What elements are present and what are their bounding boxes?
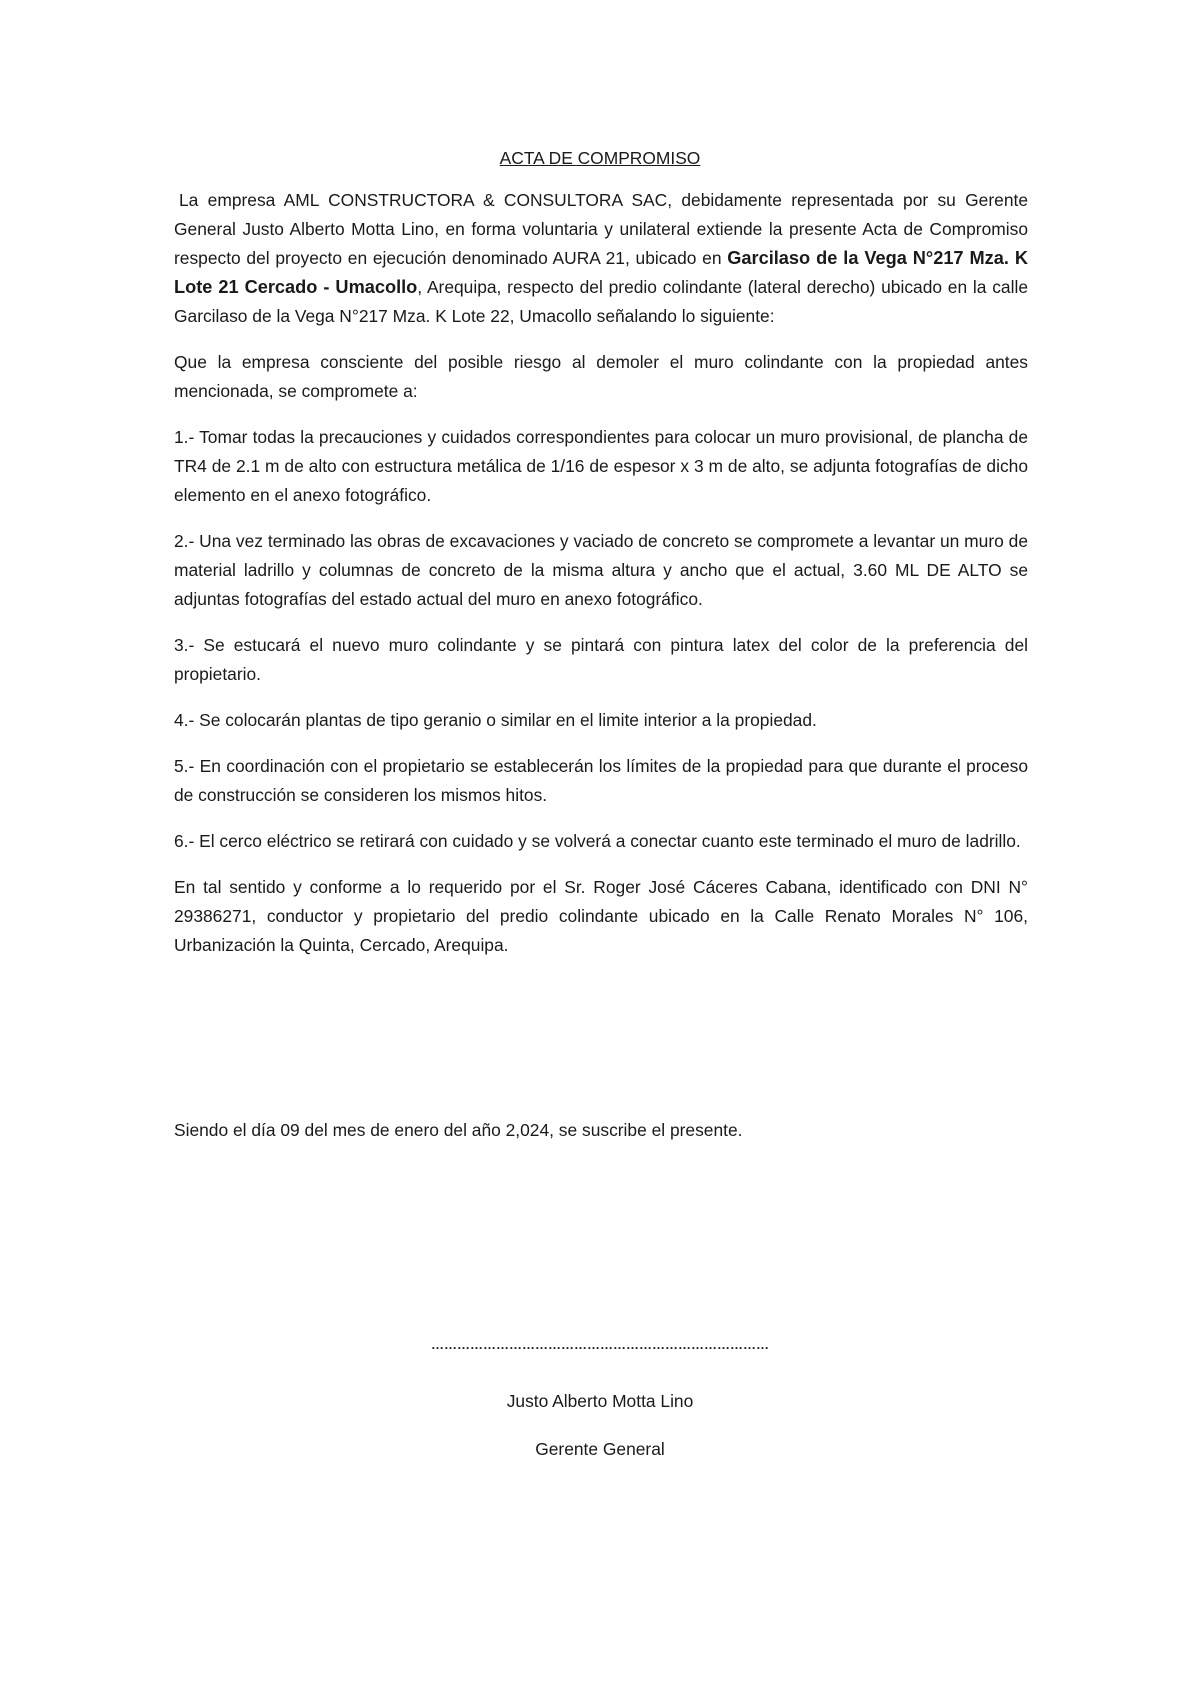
commitment-item-4: 4.- Se colocarán plantas de tipo geranio o similar en el limite interior a la propiedad.	[174, 710, 817, 730]
commitment-item-3: 3.- Se estucará el nuevo muro colindante y se pintará con pintura latex del color de la preferencia del propietario.	[174, 635, 1028, 684]
lead-paragraph: Que la empresa consciente del posible riesgo al demoler el muro colindante con la propiedad antes mencionada, se compromete a:	[174, 352, 1028, 401]
signatory-name: Justo Alberto Motta Lino	[506, 1391, 694, 1411]
intro-paragraph	[174, 186, 1028, 331]
commitment-item-2: 2.- Una vez terminado las obras de excavaciones y vaciado de concreto se compromete a levantar un muro de material ladrillo y columnas de concreto de la misma altura y ancho que el actual, 3.60 ML DE ALTO se adjuntas fotografías del estado actual del muro en anexo fotográfico.	[174, 531, 1028, 609]
intro-text-1: La empresa AML CONSTRUCTORA & CONSULTORA SAC, debidamente representada por su Gerente General Justo Alberto Motta Lino, en forma voluntaria y unilateral extiende la presente Acta de Compromiso respecto del proyecto en ejecución denominado AURA 21, ubicado en	[174, 190, 1028, 268]
commitment-item-6: 6.- El cerco eléctrico se retirará con cuidado y se volverá a conectar cuanto este terminado el muro de ladrillo.	[174, 831, 1021, 851]
document-body	[174, 186, 1028, 977]
conclusion-paragraph: En tal sentido y conforme a lo requerido por el Sr. Roger José Cáceres Cabana, identificado con DNI N° 29386271, conductor y propietario del predio colindante ubicado en la Calle Renato Morales N° 106, Urbanización la Quinta, Cercado, Arequipa.	[174, 877, 1028, 955]
commitment-item-1: 1.- Tomar todas la precauciones y cuidados correspondientes para colocar un muro provisional, de plancha de TR4 de 2.1 m de alto con estructura metálica de 1/16 de espesor x 3 m de alto, se adjunta fotografías de dicho elemento en el anexo fotográfico.	[174, 427, 1028, 505]
closing-sentence: Siendo el día 09 del mes de enero del año 2,024, se suscribe el presente.	[174, 1120, 743, 1140]
commitment-item-5: 5.- En coordinación con el propietario se establecerán los límites de la propiedad para que durante el proceso de construcción se consideren los mismos hitos.	[174, 756, 1028, 805]
project-address: Garcilaso de la Vega N°217 Mza. K Lote 21 Cercado - Umacollo	[174, 248, 1028, 297]
signatory-role: Gerente General	[535, 1439, 665, 1459]
signature-line: ……………………………………………………………………	[431, 1337, 769, 1352]
intro-text-2: , Arequipa, respecto del predio colindante (lateral derecho) ubicado en la calle Garcilaso de la Vega N°217 Mza. K Lote 22, Umacollo señalando lo siguiente:	[174, 277, 1029, 326]
document-title: ACTA DE COMPROMISO	[499, 148, 701, 168]
